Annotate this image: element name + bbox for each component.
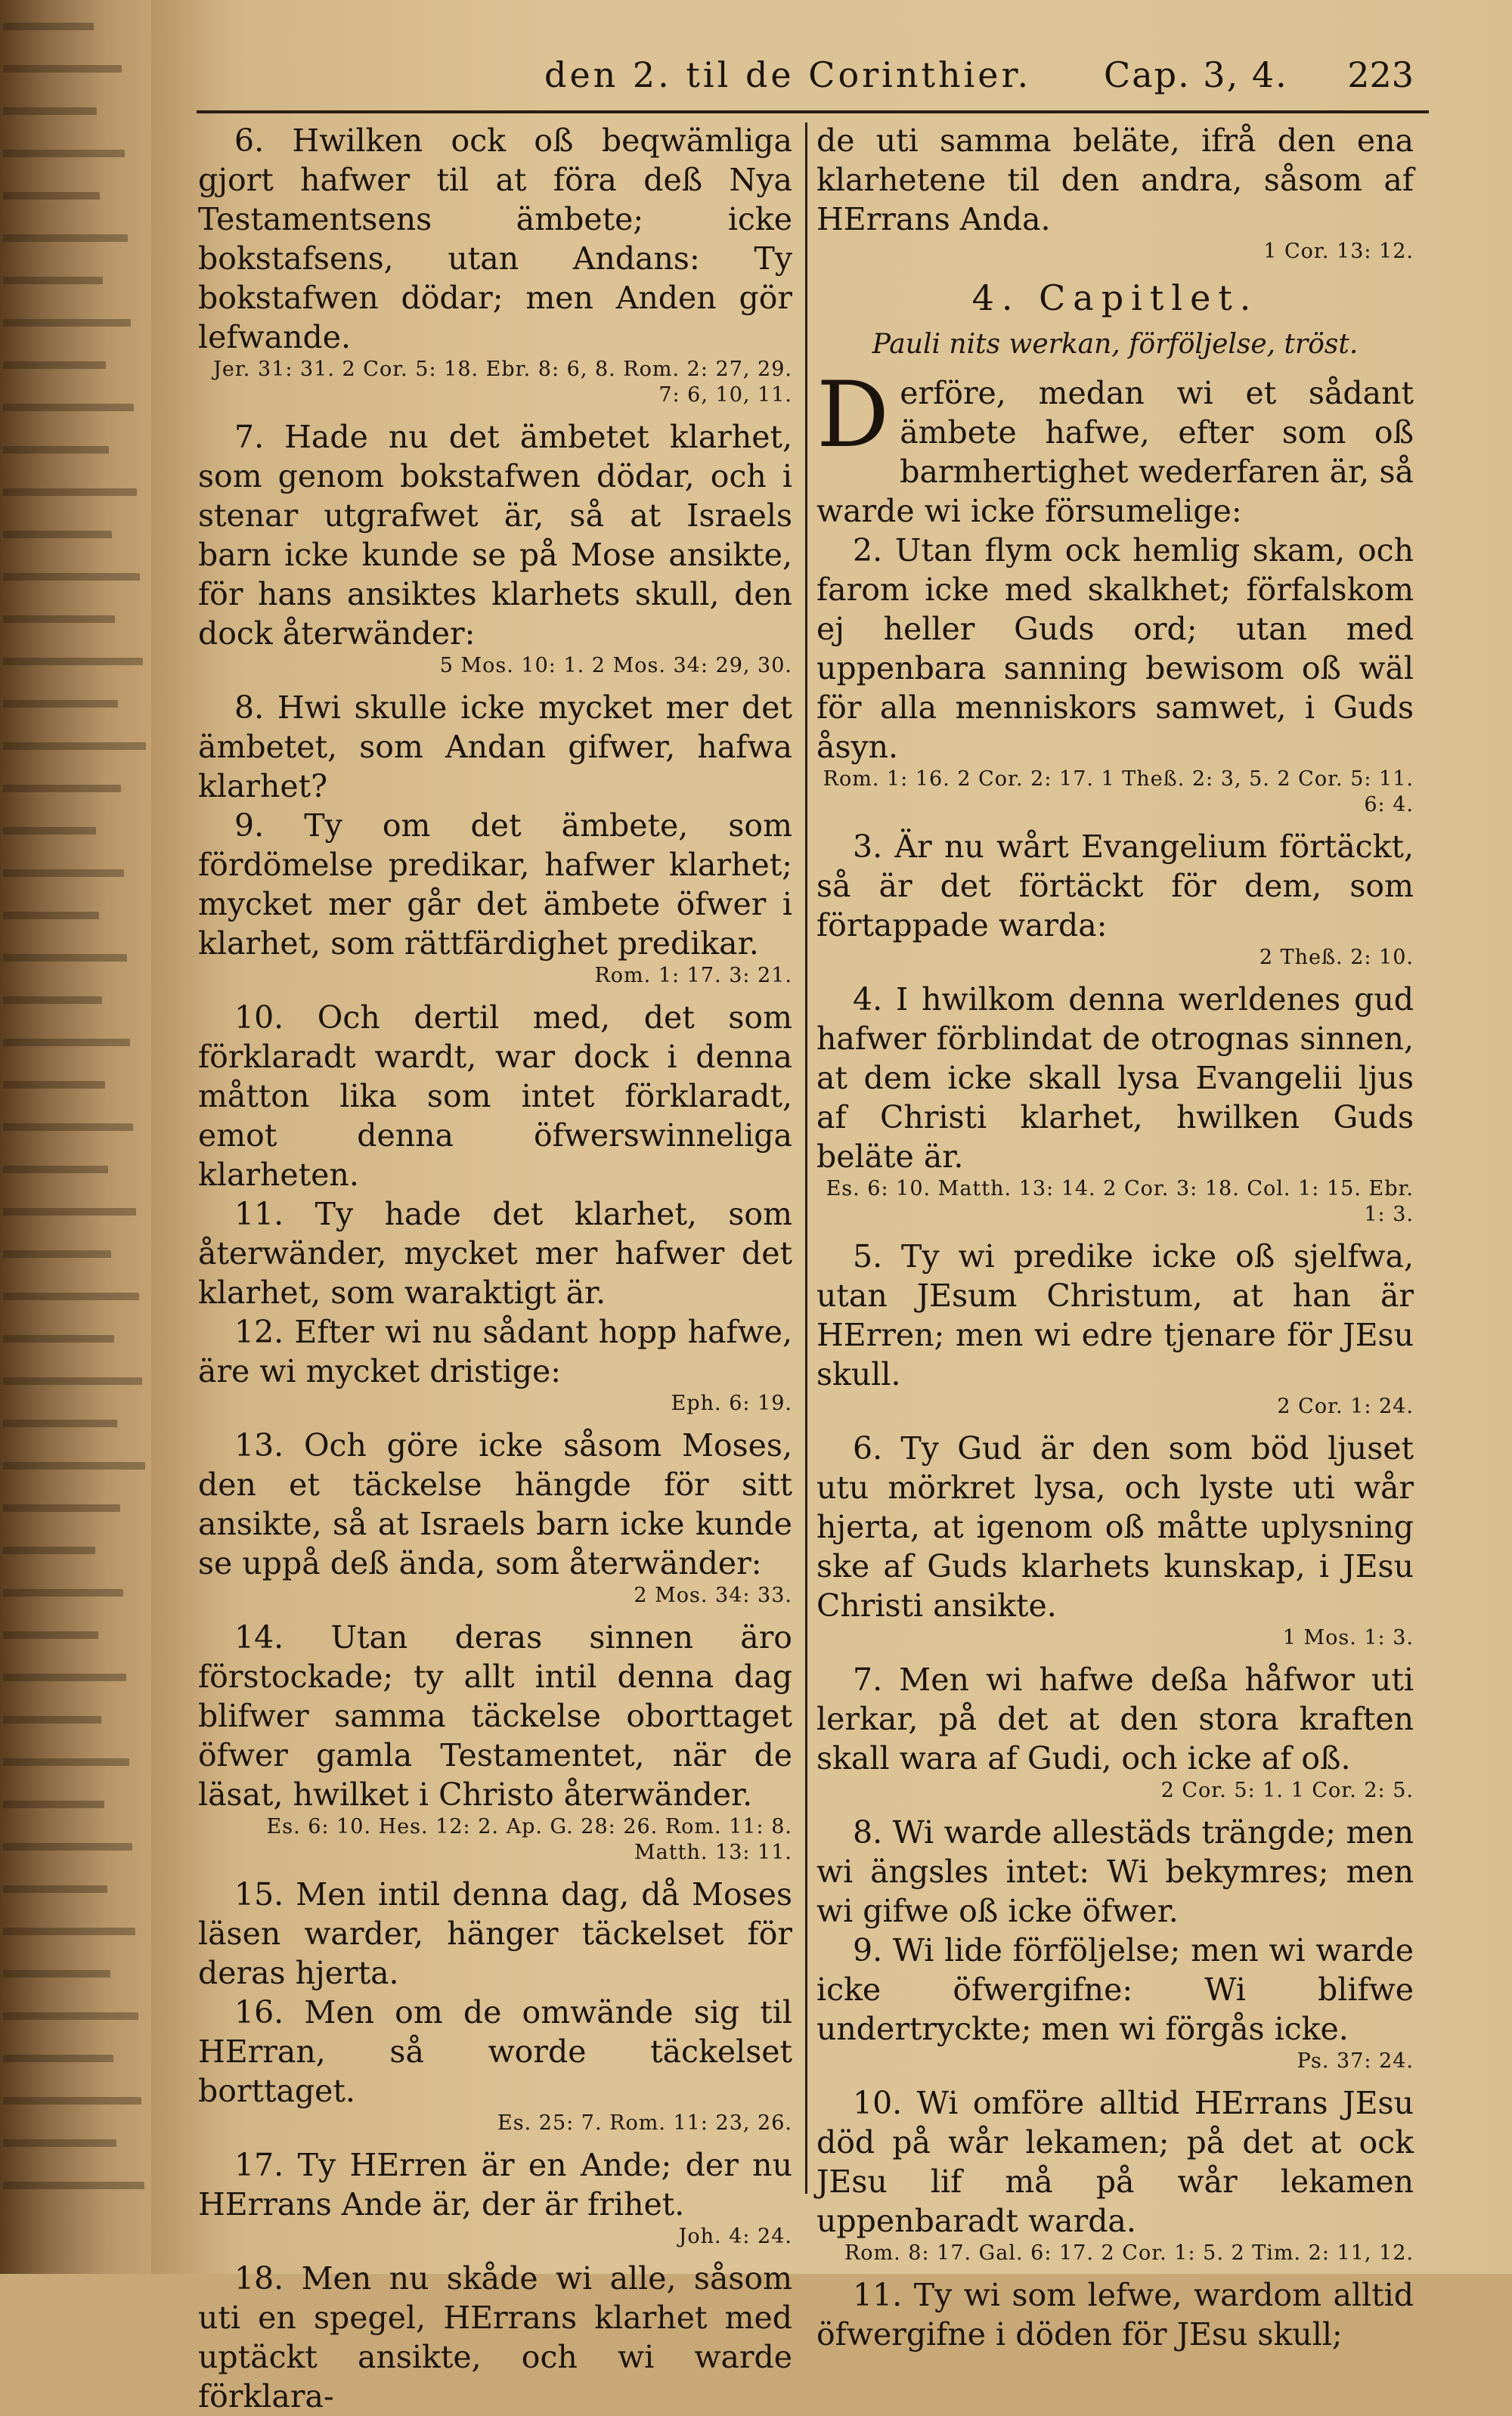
adjacent-page-text-line — [3, 404, 134, 432]
adjacent-page-text-line — [3, 277, 103, 305]
cross-reference: Es. 6: 10. Matth. 13: 14. 2 Cor. 3: 18. Col. 1: 15. Ebr. 1: 3. — [826, 1177, 1414, 1226]
cross-reference: 1 Mos. 1: 3. — [1282, 1626, 1414, 1649]
adjacent-page-text-line — [3, 1208, 136, 1237]
adjacent-page-text-line — [3, 1970, 110, 1999]
adjacent-page-text-line — [3, 65, 122, 94]
adjacent-page-text-line — [3, 2012, 138, 2041]
verse: 5. Ty wi predike icke oß sjelfwa, utan JEsum Christum, at han är HErren; men wi edre tjenare för JEsu skull. — [816, 1238, 1414, 1392]
adjacent-page-text-line — [3, 1250, 111, 1279]
header-rule — [197, 110, 1429, 113]
adjacent-page-text-line — [3, 1123, 133, 1152]
verse: 18. Men nu skåde wi alle, såsom uti en spegel, HErrans klarhet med uptäckt ansikte, och wi warde förklara- — [198, 2260, 792, 2414]
adjacent-page-text-line — [3, 785, 121, 813]
verse: 6. Ty Gud är den som böd ljuset utu mörkret lysa, och lyste uti wår hjerta, at igenom oß måtte uplysning ske af Guds klarhets kunskap, i JEsu Christi ansikte. — [816, 1430, 1414, 1624]
adjacent-page-text-line — [3, 912, 99, 940]
adjacent-page-text-line — [3, 107, 97, 136]
verse: 14. Utan deras sinnen äro förstockade; ty allt intil denna dag blifwer samma täckelse oborttaget öfwer gamla Testamentet, när de läsat, hwilket i Christo återwänder. — [198, 1619, 792, 1813]
adjacent-page-text-line — [3, 1081, 105, 1110]
adjacent-page-text-line — [3, 234, 128, 263]
verse: 13. Och göre icke såsom Moses, den et täckelse hängde för sitt ansikte, så at Israels barn icke kunde se uppå deß ända, som återwänder: — [198, 1427, 792, 1581]
cross-reference: Rom. 1: 16. 2 Cor. 2: 17. 1 Theß. 2: 3, 5. 2 Cor. 5: 11. 6: 4. — [823, 767, 1414, 816]
adjacent-page-text-line — [3, 742, 146, 771]
adjacent-page-text-line — [3, 615, 115, 644]
verse: 7. Men wi hafwe deßa håfwor uti lerkar, på det at den stora kraften skall wara af Gudi, och icke af oß. — [816, 1662, 1414, 1776]
verse: 2. Utan flym ock hemlig skam, och farom icke med skalkhet; förfalskom ej heller Guds ord; utan med uppenbara sanning bewisom oß wäl för alla menniskors samwet, i Guds åsyn. — [816, 532, 1414, 765]
verse: 17. Ty HErren är en Ande; der nu HErrans Ande är, der är frihet. — [198, 2147, 792, 2222]
adjacent-page-edge — [0, 0, 151, 2274]
adjacent-page-text-line — [3, 2139, 116, 2168]
verse-continuation: de uti samma beläte, ifrå den ena klarhetene til den andra, såsom af HErrans Anda. — [816, 122, 1414, 237]
adjacent-page-text-line — [3, 1885, 107, 1914]
chapter-heading: 4. Capitlet. — [971, 277, 1259, 318]
verse: 9. Ty om det ämbete, som fördömelse predikar, hafwer klarhet; mycket mer går det ämbete öfwer i klarhet, som rättfärdighet predikar. — [198, 807, 792, 962]
adjacent-page-text-line — [3, 1801, 104, 1829]
adjacent-page-text-line — [3, 1928, 135, 1956]
adjacent-page-text-line — [3, 361, 106, 390]
cross-reference: 1 Cor. 13: 12. — [1263, 240, 1414, 263]
chapter-reference: Cap. 3, 4. — [1104, 54, 1288, 95]
adjacent-page-text-line — [3, 531, 112, 559]
cross-reference: 5 Mos. 10: 1. 2 Mos. 34: 29, 30. — [439, 654, 792, 677]
cross-reference: Es. 6: 10. Hes. 12: 2. Ap. G. 28: 26. Rom. 11: 8. Matth. 13: 11. — [266, 1815, 792, 1864]
adjacent-page-text-line — [3, 150, 125, 178]
page-number: 223 — [1347, 54, 1414, 95]
adjacent-page-text-line — [3, 573, 140, 602]
adjacent-page-text-line — [3, 1631, 98, 1660]
adjacent-page-text-line — [3, 319, 131, 348]
adjacent-page-text-line — [3, 954, 127, 983]
adjacent-page-text-line — [3, 192, 100, 221]
adjacent-page-text-line — [3, 1758, 129, 1787]
verse: 10. Wi omföre alltid HErrans JEsu död på wår lekamen; på det at ock JEsu lif må på wår lekamen uppenbaradt warda. — [816, 2085, 1414, 2239]
verse: 11. Ty wi som lefwe, wardom alltid öfwergifne i döden för JEsu skull; — [816, 2277, 1414, 2353]
adjacent-page-text-line — [3, 2097, 141, 2126]
adjacent-page-text-line — [3, 1843, 132, 1872]
verse: 15. Men intil denna dag, då Moses läsen warder, hänger täckelset för deras hjerta. — [198, 1876, 792, 1991]
cross-reference: Eph. 6: 19. — [671, 1392, 792, 1415]
adjacent-page-text-line — [3, 1547, 95, 1575]
first-verse-text: erföre, medan wi et sådant ämbete hafwe, efter som oß barmhertighet wederfaren är, så warde wi icke försumelige: — [816, 375, 1414, 529]
verse: 9. Wi lide förföljelse; men wi warde icke öfwergifne: Wi blifwe undertryckte; men wi förgås icke. — [816, 1932, 1414, 2047]
cross-reference: Joh. 4: 24. — [678, 2225, 792, 2248]
adjacent-page-text-line — [3, 827, 96, 856]
adjacent-page-text-line — [3, 1589, 123, 1618]
cross-reference: 2 Cor. 1: 24. — [1277, 1395, 1414, 1418]
adjacent-page-text-line — [3, 1166, 108, 1194]
adjacent-page-text-line — [3, 1420, 117, 1448]
cross-reference: Rom. 8: 17. Gal. 6: 17. 2 Cor. 1: 5. 2 Tim. 2: 11, 12. — [844, 2241, 1414, 2265]
adjacent-page-text-line — [3, 996, 102, 1025]
adjacent-page-text-line — [3, 2055, 113, 2083]
adjacent-page-text-line — [3, 1377, 142, 1406]
adjacent-page-text-line — [3, 1335, 114, 1364]
verse: 4. I hwilkom denna werldenes gud hafwer förblindat de otrognas sinnen, at dem icke skall lysa Evangelii ljus af Christi klarhet, hwilken Guds beläte är. — [816, 981, 1414, 1175]
cross-reference: Ps. 37: 24. — [1297, 2049, 1414, 2073]
verse: 7. Hade nu det ämbetet klarhet, som genom bokstafwen dödar, och i stenar utgrafwet är, så at Israels barn icke kunde se på Mose ansikte, för hans ansiktes klarhets skull, den dock återwänder: — [198, 419, 792, 652]
verse: 3. Är nu wårt Evangelium förtäckt, så är det förtäckt för dem, som förtappade warda: — [816, 829, 1414, 943]
cross-reference: Rom. 1: 17. 3: 21. — [594, 964, 792, 987]
verse: 16. Men om de omwände sig til HErran, så worde täckelset borttaget. — [198, 1994, 792, 2109]
left-column — [198, 121, 792, 2416]
right-verses — [816, 531, 1414, 2354]
column-divider — [805, 122, 807, 2194]
adjacent-page-text-line — [3, 1674, 126, 1702]
drop-cap: D — [816, 363, 890, 468]
adjacent-page-text-line — [3, 488, 137, 517]
verse: 12. Efter wi nu sådant hopp hafwe, äre wi mycket dristige: — [198, 1314, 792, 1389]
running-title: den 2. til de Corinthier. — [544, 54, 1032, 95]
adjacent-page-text-line — [3, 23, 94, 51]
verse: 8. Hwi skulle icke mycket mer det ämbetet, som Andan gifwer, hafwa klarhet? — [198, 689, 792, 804]
adjacent-page-text-line — [3, 1462, 145, 1491]
cross-reference: Es. 25: 7. Rom. 11: 23, 26. — [497, 2111, 792, 2135]
adjacent-page-text-line — [3, 869, 124, 898]
verse: 8. Wi warde allestäds trängde; men wi ängsles intet: Wi bekymres; men wi gifwe oß icke öfwer. — [816, 1814, 1414, 1929]
adjacent-page-text-line — [3, 700, 118, 729]
cross-reference: 2 Cor. 5: 1. 1 Cor. 2: 5. — [1160, 1779, 1414, 1802]
cross-reference: 2 Theß. 2: 10. — [1259, 946, 1414, 969]
adjacent-page-text-line — [3, 1039, 130, 1067]
adjacent-page-text-line — [3, 1293, 139, 1321]
adjacent-page-text-line — [3, 1716, 101, 1745]
cross-reference: Jer. 31: 31. 2 Cor. 5: 18. Ebr. 8: 6, 8. Rom. 2: 27, 29. 7: 6, 10, 11. — [213, 358, 792, 407]
adjacent-page-text-line — [3, 1504, 120, 1533]
adjacent-page-text-line — [3, 446, 109, 475]
adjacent-page-text-line — [3, 2182, 144, 2210]
cross-reference: 2 Mos. 34: 33. — [634, 1584, 792, 1607]
adjacent-page-text-line — [3, 658, 143, 686]
verse: 10. Och dertil med, det som förklaradt wardt, war dock i denna måtton lika som intet förklaradt, emot denna öfwerswinneliga klarheten. — [198, 999, 792, 1193]
verse: 11. Ty hade det klarhet, som återwänder, mycket mer hafwer det klarhet, som waraktigt är. — [198, 1196, 792, 1311]
chapter-first-verse — [816, 363, 1414, 531]
right-column — [816, 121, 1414, 2354]
verse: 6. Hwilken ock oß beqwämliga gjort hafwer til at föra deß Nya Testamentsens ämbete; icke bokstafsens, utan Andans: Ty bokstafwen dödar; men Anden gör lefwande. — [198, 122, 792, 355]
chapter-summary: Pauli nits werkan, förföljelse, tröst. — [872, 329, 1359, 360]
page-header — [393, 54, 1414, 107]
